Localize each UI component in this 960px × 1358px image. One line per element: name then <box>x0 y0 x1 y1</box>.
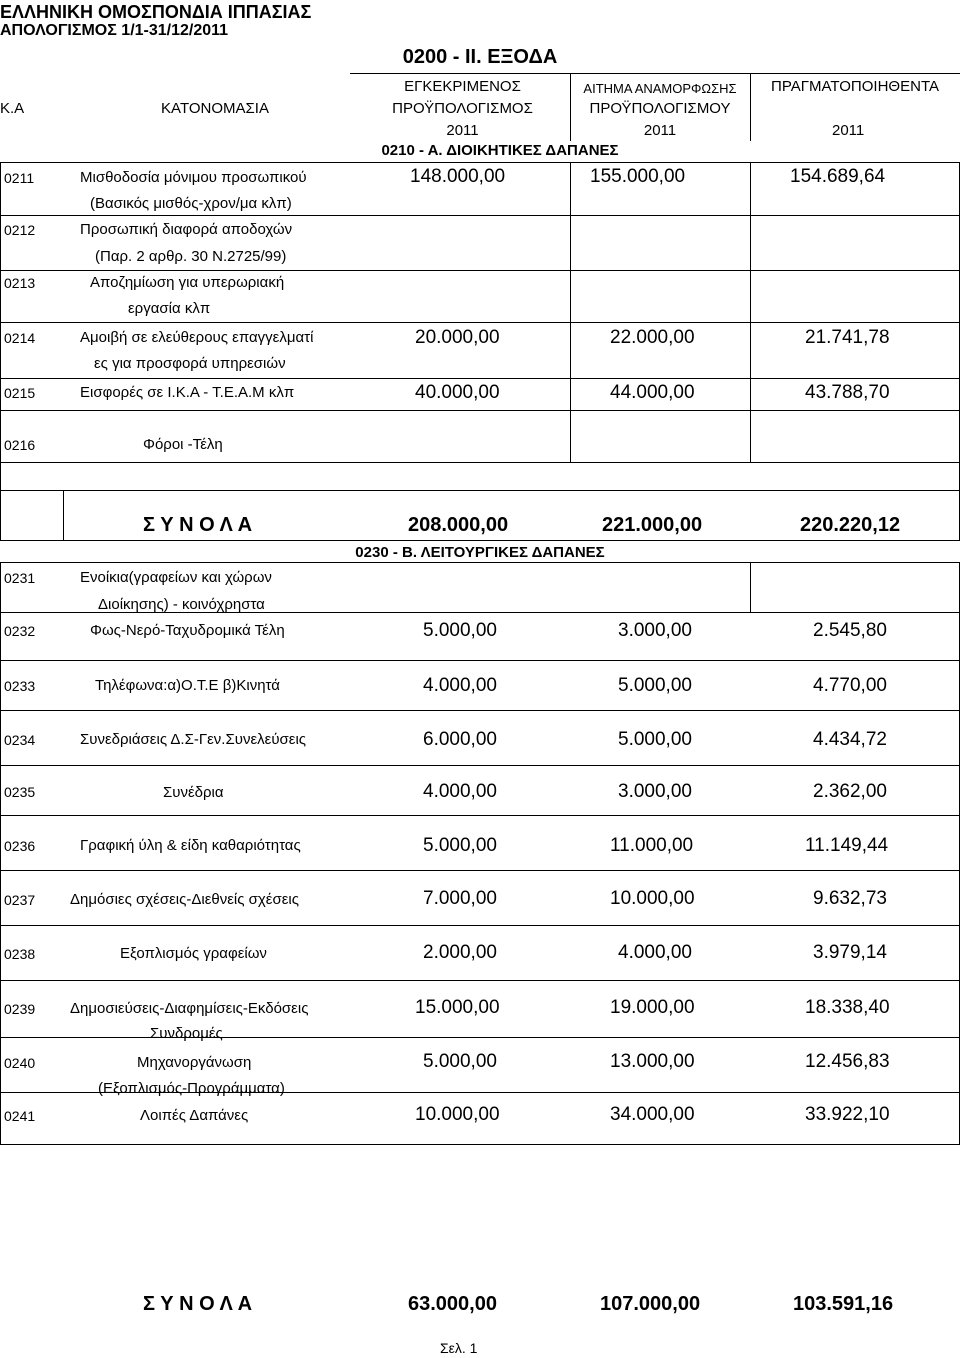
row-name-2: Συνδρομές <box>150 1025 223 1042</box>
row-name: Μηχανοργάνωση <box>137 1054 252 1071</box>
table-a-left-border <box>0 162 1 540</box>
row-actual: 21.741,78 <box>805 327 890 348</box>
row-code: 0235 <box>4 784 36 800</box>
row-name: Προσωπική διαφορά αποδοχών <box>80 221 293 238</box>
row-name: Μισθοδοσία μόνιμου προσωπικού <box>80 169 307 186</box>
row-code: 0241 <box>4 1108 36 1124</box>
row-rule <box>0 1037 960 1038</box>
row-code: 0236 <box>4 838 36 854</box>
row-actual: 2.545,80 <box>813 620 887 641</box>
col-request-header-1: ΑΙΤΗΜΑ ΑΝΑΜΟΡΦΩΣΗΣ <box>583 81 737 96</box>
row-actual: 154.689,64 <box>790 166 886 187</box>
row-actual: 18.338,40 <box>805 997 890 1018</box>
row-code: 0214 <box>4 330 36 346</box>
row-request: 44.000,00 <box>610 382 695 403</box>
row-request: 3.000,00 <box>618 781 692 802</box>
row-name-2: (Εξοπλισμός-Προγράμματα) <box>98 1080 285 1097</box>
col-request-year: 2011 <box>643 122 677 139</box>
row-rule <box>0 462 960 463</box>
row-rule <box>0 410 960 411</box>
row-actual: 3.979,14 <box>813 942 887 963</box>
row-code: 0215 <box>4 385 36 401</box>
row-code: 0213 <box>4 275 36 291</box>
row-actual: 9.632,73 <box>813 888 887 909</box>
row-code: 0232 <box>4 623 36 639</box>
row-rule <box>0 765 960 766</box>
row-approved: 20.000,00 <box>415 327 500 348</box>
section-title: 0200 - II. ΕΞΟΔΑ <box>402 46 558 68</box>
col-approved-year: 2011 <box>446 122 479 139</box>
table-a-total-left <box>63 490 64 540</box>
col-name-header: ΚΑΤΟΝΟΜΑΣΙΑ <box>161 100 269 117</box>
row-approved: 15.000,00 <box>415 997 500 1018</box>
row-request: 4.000,00 <box>618 942 692 963</box>
table-b-divider <box>750 562 751 612</box>
row-request: 10.000,00 <box>610 888 695 909</box>
row-approved: 5.000,00 <box>423 835 497 856</box>
row-request: 13.000,00 <box>610 1051 695 1072</box>
row-name-2: εργασία κλπ <box>128 300 211 317</box>
row-request: 3.000,00 <box>618 620 692 641</box>
row-request: 34.000,00 <box>610 1104 695 1125</box>
row-name: Λοιπές Δαπάνες <box>140 1107 249 1124</box>
row-code: 0233 <box>4 678 36 694</box>
org-title: ΕΛΛΗΝΙΚΗ ΟΜΟΣΠΟΝΔΙΑ ΙΠΠΑΣΙΑΣ <box>0 2 312 22</box>
header-divider-1 <box>570 73 571 141</box>
row-actual: 33.922,10 <box>805 1104 890 1125</box>
row-rule <box>0 215 960 216</box>
row-name-2: ες για προσφορά υπηρεσιών <box>94 355 286 372</box>
row-name: Δημοσιεύσεις-Διαφημίσεις-Εκδόσεις <box>70 1000 309 1017</box>
total-approved: 63.000,00 <box>408 1293 497 1315</box>
row-code: 0231 <box>4 570 36 586</box>
row-approved: 40.000,00 <box>415 382 500 403</box>
row-approved: 5.000,00 <box>423 620 497 641</box>
row-actual: 11.149,44 <box>805 835 889 856</box>
group-b-title: 0230 - Β. ΛΕΙΤΟΥΡΓΙΚΕΣ ΔΑΠΑΝΕΣ <box>355 544 605 561</box>
row-rule <box>0 540 960 541</box>
row-rule <box>0 1144 960 1145</box>
row-request: 5.000,00 <box>618 729 692 750</box>
row-code: 0239 <box>4 1001 36 1017</box>
row-code: 0240 <box>4 1055 36 1071</box>
row-approved: 2.000,00 <box>423 942 497 963</box>
row-code: 0234 <box>4 732 36 748</box>
header-top-rule <box>350 73 960 74</box>
row-rule <box>0 925 960 926</box>
table-b-top-border <box>0 562 960 563</box>
row-actual: 4.770,00 <box>813 675 887 696</box>
row-name-2: (Παρ. 2 αρθρ. 30 Ν.2725/99) <box>95 248 287 265</box>
row-rule <box>0 980 960 981</box>
table-a-divider-1 <box>570 162 571 462</box>
row-name: Εισφορές σε Ι.Κ.Α - Τ.Ε.Α.Μ κλπ <box>80 384 295 401</box>
col-code-header: Κ.Α <box>0 100 25 117</box>
row-rule <box>0 660 960 661</box>
row-name: Φως-Νερό-Ταχυδρομικά Τέλη <box>90 622 285 639</box>
row-approved: 10.000,00 <box>415 1104 500 1125</box>
row-approved: 7.000,00 <box>423 888 497 909</box>
row-actual: 2.362,00 <box>813 781 887 802</box>
row-actual: 12.456,83 <box>805 1051 890 1072</box>
row-name-2: Διοίκησης) - κοινόχρηστα <box>98 596 265 613</box>
row-approved: 4.000,00 <box>423 675 497 696</box>
row-code: 0216 <box>4 437 36 453</box>
total-request: 221.000,00 <box>602 514 703 536</box>
total-label: Σ Υ Ν Ο Λ Α <box>143 514 253 536</box>
col-request-header-2: ΠΡΟΫΠΟΛΟΓΙΣΜΟΥ <box>589 100 731 117</box>
row-rule <box>0 815 960 816</box>
row-name: Γραφική ύλη & είδη καθαριότητας <box>80 837 301 854</box>
total-label: Σ Υ Ν Ο Λ Α <box>143 1293 253 1315</box>
table-a-divider-2 <box>750 162 751 462</box>
total-actual: 220.220,12 <box>800 514 901 536</box>
row-approved: 148.000,00 <box>410 166 506 187</box>
row-approved: 6.000,00 <box>423 729 497 750</box>
row-approved: 5.000,00 <box>423 1051 497 1072</box>
row-name: Συνεδριάσεις Δ.Σ-Γεν.Συνελεύσεις <box>80 731 307 748</box>
row-request: 5.000,00 <box>618 675 692 696</box>
row-code: 0237 <box>4 892 36 908</box>
col-actual-header: ΠΡΑΓΜΑΤΟΠΟΙΗΘΕΝΤΑ <box>771 78 939 95</box>
row-name: Αποζημίωση για υπερωριακή <box>90 274 285 291</box>
row-name: Ενοίκια(γραφείων και χώρων <box>80 569 272 586</box>
row-name: Φόροι -Τέλη <box>143 436 223 453</box>
row-name: Εξοπλισμός γραφείων <box>120 945 267 962</box>
col-approved-header-2: ΠΡΟΫΠΟΛΟΓΙΣΜΟΣ <box>392 100 533 117</box>
row-code: 0212 <box>4 222 36 238</box>
row-request: 155.000,00 <box>590 166 686 187</box>
row-name: Δημόσιες σχέσεις-Διεθνείς σχέσεις <box>70 891 299 908</box>
report-title: ΑΠΟΛΟΓΙΣΜΟΣ 1/1-31/12/2011 <box>0 22 229 39</box>
row-name: Αμοιβή σε ελεύθερους επαγγελματί <box>80 329 314 346</box>
row-actual: 43.788,70 <box>805 382 890 403</box>
row-approved: 4.000,00 <box>423 781 497 802</box>
total-actual: 103.591,16 <box>793 1293 894 1315</box>
total-approved: 208.000,00 <box>408 514 509 536</box>
row-rule <box>0 378 960 379</box>
row-rule <box>0 270 960 271</box>
row-name: Συνέδρια <box>163 784 224 801</box>
group-a-title: 0210 - Α. ΔΙΟΙΚΗΤΙΚΕΣ ΔΑΠΑΝΕΣ <box>381 142 619 159</box>
row-request: 19.000,00 <box>610 997 695 1018</box>
row-rule <box>0 710 960 711</box>
row-rule <box>0 490 960 491</box>
page-number: Σελ. 1 <box>440 1340 478 1356</box>
table-a-top-border <box>0 162 960 163</box>
row-name: Τηλέφωνα:α)Ο.Τ.Ε β)Κινητά <box>95 677 280 694</box>
row-actual: 4.434,72 <box>813 729 887 750</box>
table-b-left-border <box>0 562 1 1144</box>
col-actual-year: 2011 <box>832 122 865 139</box>
row-code: 0238 <box>4 946 36 962</box>
header-divider-2 <box>750 73 751 141</box>
total-request: 107.000,00 <box>600 1293 701 1315</box>
col-approved-header-1: ΕΓΚΕΚΡΙΜΕΝΟΣ <box>404 78 521 95</box>
row-rule <box>0 322 960 323</box>
row-request: 22.000,00 <box>610 327 695 348</box>
row-request: 11.000,00 <box>610 835 694 856</box>
row-code: 0211 <box>4 170 35 186</box>
row-name-2: (Βασικός μισθός-χρον/μα κλπ) <box>90 195 292 212</box>
row-rule <box>0 870 960 871</box>
